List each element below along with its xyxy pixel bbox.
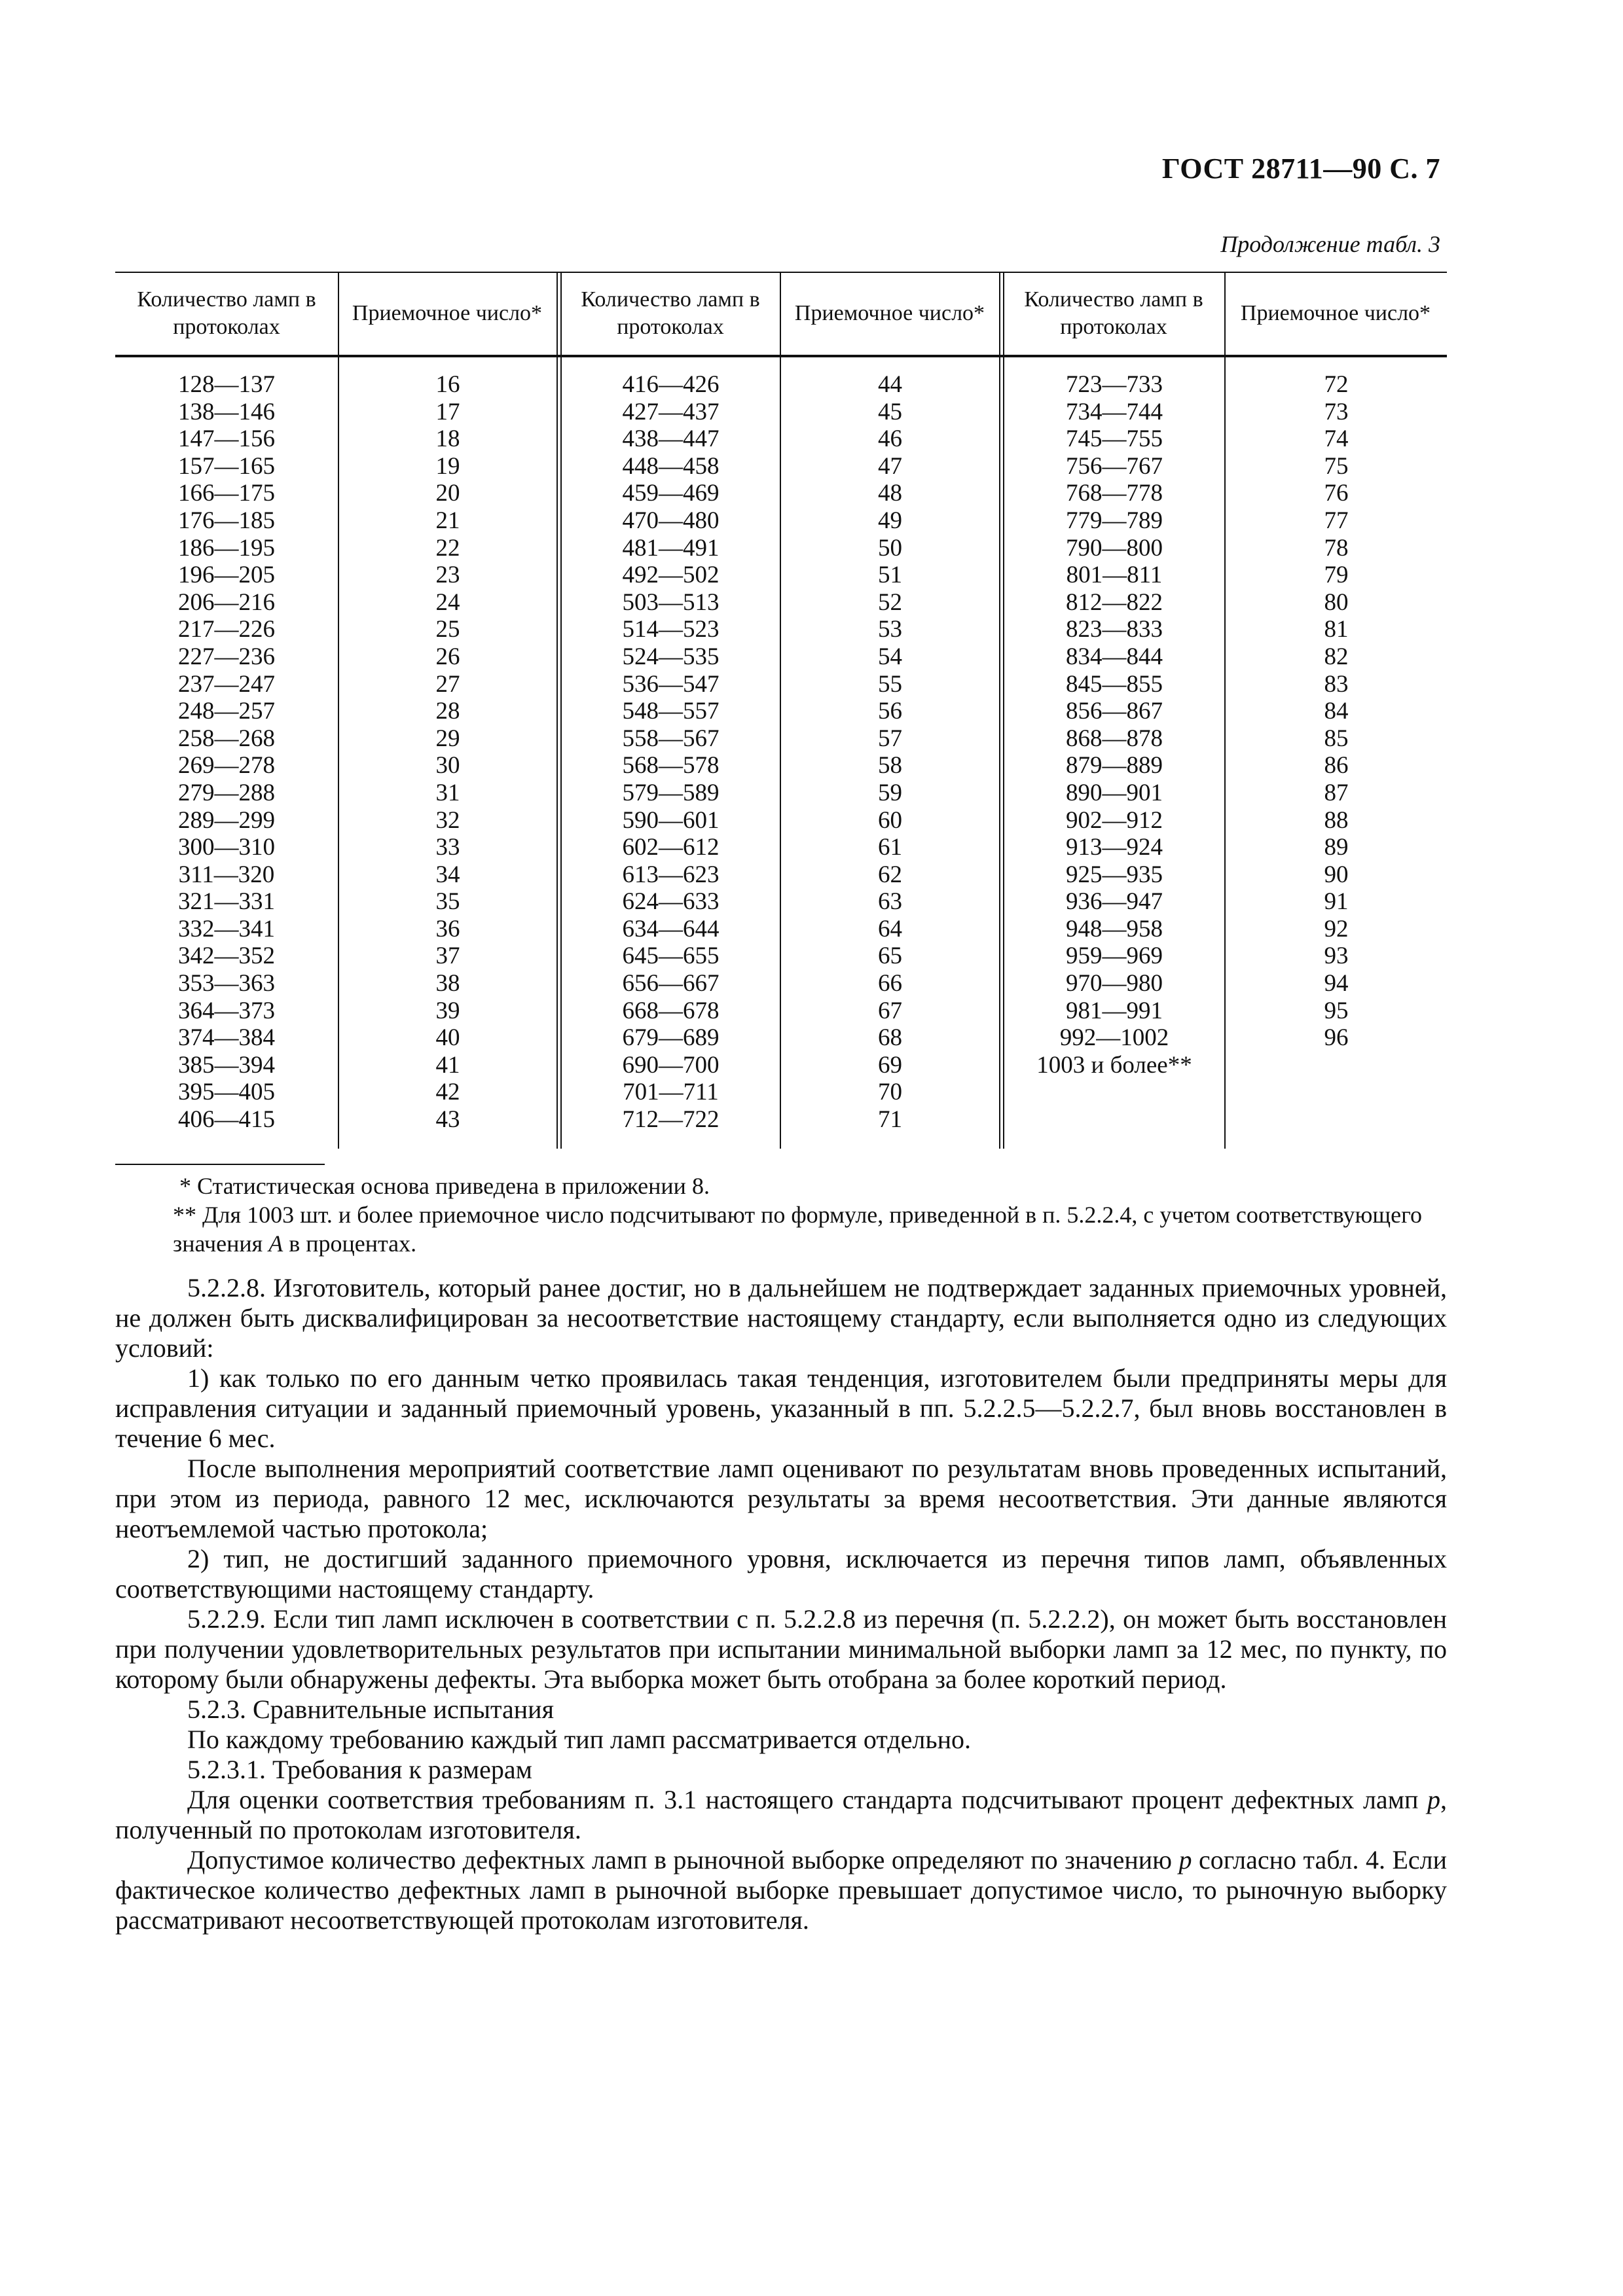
lamp-count-range: 913—924 bbox=[1066, 834, 1163, 861]
lamp-count-range: 925—935 bbox=[1066, 861, 1163, 888]
lamp-count-range: 690—700 bbox=[622, 1051, 720, 1079]
acceptance-number: 96 bbox=[1324, 1024, 1349, 1052]
lamp-count-range: 186—195 bbox=[178, 534, 275, 562]
lamp-count-range: 138—146 bbox=[178, 398, 275, 425]
lamp-count-range: 406—415 bbox=[178, 1106, 275, 1134]
acceptance-number: 88 bbox=[1324, 806, 1349, 834]
acceptance-number: 29 bbox=[435, 725, 460, 752]
lamp-count-range: 602—612 bbox=[622, 834, 720, 861]
lamp-count-range: 524—535 bbox=[622, 643, 720, 670]
lamp-count-range: 568—578 bbox=[622, 752, 720, 780]
lamp-count-range: 279—288 bbox=[178, 779, 275, 806]
lamp-count-range: 514—523 bbox=[622, 616, 720, 643]
lamp-count-range: 579—589 bbox=[622, 779, 720, 806]
paragraph-after-measures: После выполнения мероприятий соответствие ламп оценивают по результатам вновь проведенных испытаний, при этом из периода, равного 12 мес, исключаются результаты за время несоответствия. Эти данные являются неотъемлемой частью протокола; bbox=[115, 1454, 1447, 1543]
lamp-count-range: 206—216 bbox=[178, 588, 275, 616]
lamp-count-range: 745—755 bbox=[1066, 425, 1163, 453]
acceptance-number: 20 bbox=[435, 480, 460, 507]
acceptance-number: 66 bbox=[878, 970, 902, 997]
lamp-count-range: 321—331 bbox=[178, 888, 275, 916]
acceptance-number: 34 bbox=[435, 861, 460, 888]
lamp-count-range: 258—268 bbox=[178, 725, 275, 752]
paragraph-allowed-defects-text: Допустимое количество дефектных ламп в рыночной выборке определяют по значению bbox=[187, 1845, 1179, 1874]
acceptance-number: 71 bbox=[878, 1106, 902, 1134]
page-header: ГОСТ 28711—90 С. 7 bbox=[1161, 152, 1440, 185]
lamp-count-range: 448—458 bbox=[622, 452, 720, 480]
acceptance-number: 40 bbox=[435, 1024, 460, 1052]
table-header-separator bbox=[115, 355, 1447, 357]
acceptance-number: 19 bbox=[435, 452, 460, 480]
lamp-count-range: 890—901 bbox=[1066, 779, 1163, 806]
footnote-2-variable: А bbox=[268, 1230, 283, 1257]
acceptance-number: 31 bbox=[435, 779, 460, 806]
acceptance-number: 38 bbox=[435, 970, 460, 997]
lamp-count-range: 959—969 bbox=[1066, 942, 1163, 970]
lamp-count-range: 668—678 bbox=[622, 997, 720, 1024]
acceptance-number: 64 bbox=[878, 915, 902, 942]
lamp-count-range: 157—165 bbox=[178, 452, 275, 480]
paragraph-allowed-defects bbox=[115, 1845, 1447, 1935]
acceptance-number: 90 bbox=[1324, 861, 1349, 888]
acceptance-number: 27 bbox=[435, 670, 460, 698]
acceptance-number: 85 bbox=[1324, 725, 1349, 752]
lamp-count-range: 289—299 bbox=[178, 806, 275, 834]
lamp-count-range: 734—744 bbox=[1066, 398, 1163, 425]
acceptance-number: 42 bbox=[435, 1079, 460, 1106]
lamp-count-range: 416—426 bbox=[622, 371, 720, 398]
acceptance-number: 80 bbox=[1324, 588, 1349, 616]
paragraph-5-2-2-8: 5.2.2.8. Изготовитель, который ранее достиг, но в дальнейшем не подтверждает заданных приемочных уровней, не должен быть дисквалифицирован за несоответствие настоящему стандарту, если выполняется одно из следующих условий: bbox=[115, 1273, 1447, 1363]
acceptance-number: 23 bbox=[435, 562, 460, 589]
footnotes bbox=[115, 1172, 1447, 1258]
lamp-count-range: 823—833 bbox=[1066, 616, 1163, 643]
header-lamp-count: Количество ламп в протоколах bbox=[1024, 287, 1203, 339]
lamp-count-range: 936—947 bbox=[1066, 888, 1163, 916]
acceptance-number: 72 bbox=[1324, 371, 1349, 398]
footnote-1: * Статистическая основа приведена в приложении 8. bbox=[179, 1173, 710, 1199]
acceptance-number: 22 bbox=[435, 534, 460, 562]
lamp-count-range: 868—878 bbox=[1066, 725, 1163, 752]
acceptance-number: 84 bbox=[1324, 698, 1349, 725]
acceptance-number: 59 bbox=[878, 779, 902, 806]
acceptance-number: 37 bbox=[435, 942, 460, 970]
acceptance-number: 28 bbox=[435, 698, 460, 725]
lamp-count-range: 779—789 bbox=[1066, 507, 1163, 534]
lamp-count-range: 981—991 bbox=[1066, 997, 1163, 1024]
lamp-count-range: 364—373 bbox=[178, 997, 275, 1024]
footnote-2 bbox=[115, 1200, 1447, 1258]
column-lamp-count-2 bbox=[562, 371, 780, 1134]
paragraph-5-2-2-9: 5.2.2.9. Если тип ламп исключен в соответствии с п. 5.2.2.8 из перечня (п. 5.2.2.2), он может быть восстановлен при получении удовлетворительных результатов при испытании минимальной выборки ламп за 12 мес, по пункту, по которому были обнаружены дефекты. Эта выборка может быть отобрана за более короткий период. bbox=[115, 1604, 1447, 1694]
paragraph-each-type: По каждому требованию каждый тип ламп рассматривается отдельно. bbox=[187, 1725, 971, 1754]
acceptance-number: 87 bbox=[1324, 779, 1349, 806]
footnote-2-tail: в процентах. bbox=[283, 1230, 417, 1257]
lamp-count-range: 613—623 bbox=[622, 861, 720, 888]
lamp-count-range: 503—513 bbox=[622, 588, 720, 616]
variable-p: р bbox=[1427, 1785, 1440, 1814]
lamp-count-range: 790—800 bbox=[1066, 534, 1163, 562]
column-acceptance-3 bbox=[1226, 371, 1447, 1052]
acceptance-number: 48 bbox=[878, 480, 902, 507]
acceptance-number: 76 bbox=[1324, 480, 1349, 507]
acceptance-number: 55 bbox=[878, 670, 902, 698]
paragraph-allowed-defects-tail: согласно табл. 4. Если фактическое количество дефектных ламп в рыночной выборке превышает допустимое число, то рыночную выборку рассматривают несоответствующей протоколам изготовителя. bbox=[115, 1845, 1447, 1935]
column-group-double-rule bbox=[556, 272, 558, 1149]
acceptance-number: 49 bbox=[878, 507, 902, 534]
body-text bbox=[115, 1273, 1447, 1935]
lamp-count-range: 801—811 bbox=[1066, 562, 1163, 589]
acceptance-number: 43 bbox=[435, 1106, 460, 1134]
paragraph-condition-1: 1) как только по его данным четко проявилась такая тенденция, изготовителем были предприняты меры для исправления ситуации и заданный приемочный уровень, указанный в пп. 5.2.2.5—5.2.2.7, был вновь восстановлен в течение 6 мес. bbox=[115, 1363, 1447, 1453]
header-lamp-count: Количество ламп в протоколах bbox=[137, 287, 316, 339]
header-acceptance-number: Приемочное число* bbox=[794, 300, 985, 325]
acceptance-number: 25 bbox=[435, 616, 460, 643]
acceptance-number: 36 bbox=[435, 915, 460, 942]
lamp-count-range: 723—733 bbox=[1066, 371, 1163, 398]
acceptance-number: 41 bbox=[435, 1051, 460, 1079]
lamp-count-range: 385—394 bbox=[178, 1051, 275, 1079]
lamp-count-range: 645—655 bbox=[622, 942, 720, 970]
lamp-count-range: 470—480 bbox=[622, 507, 720, 534]
acceptance-table bbox=[115, 272, 1447, 1149]
lamp-count-range: 332—341 bbox=[178, 915, 275, 942]
acceptance-number: 18 bbox=[435, 425, 460, 453]
lamp-count-range: 459—469 bbox=[622, 480, 720, 507]
acceptance-number: 81 bbox=[1324, 616, 1349, 643]
acceptance-number: 67 bbox=[878, 997, 902, 1024]
lamp-count-range: 992—1002 bbox=[1059, 1024, 1169, 1052]
lamp-count-range: 374—384 bbox=[178, 1024, 275, 1052]
acceptance-number: 56 bbox=[878, 698, 902, 725]
lamp-count-range: 311—320 bbox=[178, 861, 275, 888]
acceptance-number: 93 bbox=[1324, 942, 1349, 970]
acceptance-number: 51 bbox=[878, 562, 902, 589]
acceptance-number: 65 bbox=[878, 942, 902, 970]
lamp-count-range: 536—547 bbox=[622, 670, 720, 698]
acceptance-number: 54 bbox=[878, 643, 902, 670]
lamp-count-range: 217—226 bbox=[178, 616, 275, 643]
lamp-count-range: 548—557 bbox=[622, 698, 720, 725]
column-group-double-rule bbox=[999, 272, 1000, 1149]
lamp-count-range: 558—567 bbox=[622, 725, 720, 752]
lamp-count-range: 948—958 bbox=[1066, 915, 1163, 942]
lamp-count-range: 845—855 bbox=[1066, 670, 1163, 698]
lamp-count-range: 269—278 bbox=[178, 752, 275, 780]
lamp-count-range: 1003 и более** bbox=[1036, 1051, 1192, 1079]
acceptance-number: 82 bbox=[1324, 643, 1349, 670]
acceptance-number: 53 bbox=[878, 616, 902, 643]
acceptance-number: 62 bbox=[878, 861, 902, 888]
lamp-count-range: 395—405 bbox=[178, 1079, 275, 1106]
acceptance-number: 79 bbox=[1324, 562, 1349, 589]
acceptance-number: 16 bbox=[435, 371, 460, 398]
paragraph-defect-percent-tail: , полученный по протоколам изготовителя. bbox=[115, 1785, 1447, 1844]
acceptance-number: 69 bbox=[878, 1051, 902, 1079]
lamp-count-range: 342—352 bbox=[178, 942, 275, 970]
acceptance-number: 91 bbox=[1324, 888, 1349, 916]
acceptance-number: 75 bbox=[1324, 452, 1349, 480]
acceptance-number: 94 bbox=[1324, 970, 1349, 997]
acceptance-number: 17 bbox=[435, 398, 460, 425]
lamp-count-range: 679—689 bbox=[622, 1024, 720, 1052]
lamp-count-range: 176—185 bbox=[178, 507, 275, 534]
lamp-count-range: 812—822 bbox=[1066, 588, 1163, 616]
acceptance-number: 33 bbox=[435, 834, 460, 861]
lamp-count-range: 624—633 bbox=[622, 888, 720, 916]
header-acceptance-number: Приемочное число* bbox=[352, 300, 543, 325]
acceptance-number: 32 bbox=[435, 806, 460, 834]
acceptance-number: 61 bbox=[878, 834, 902, 861]
acceptance-number: 95 bbox=[1324, 997, 1349, 1024]
column-lamp-count-1 bbox=[115, 371, 338, 1134]
acceptance-number: 47 bbox=[878, 452, 902, 480]
column-lamp-count-3 bbox=[1004, 371, 1224, 1079]
lamp-count-range: 227—236 bbox=[178, 643, 275, 670]
acceptance-number: 83 bbox=[1324, 670, 1349, 698]
header-acceptance-number: Приемочное число* bbox=[1240, 300, 1431, 325]
footnote-2-text: ** Для 1003 шт. и более приемочное число подсчитывают по формуле, приведенной в п. 5.2.2.4, с учетом соответствующего значения bbox=[173, 1202, 1422, 1257]
lamp-count-range: 656—667 bbox=[622, 970, 720, 997]
acceptance-number: 46 bbox=[878, 425, 902, 453]
acceptance-number: 24 bbox=[435, 588, 460, 616]
column-acceptance-2 bbox=[781, 371, 999, 1134]
acceptance-number: 68 bbox=[878, 1024, 902, 1052]
lamp-count-range: 634—644 bbox=[622, 915, 720, 942]
lamp-count-range: 248—257 bbox=[178, 698, 275, 725]
lamp-count-range: 166—175 bbox=[178, 480, 275, 507]
acceptance-number: 73 bbox=[1324, 398, 1349, 425]
acceptance-number: 63 bbox=[878, 888, 902, 916]
acceptance-number: 78 bbox=[1324, 534, 1349, 562]
lamp-count-range: 427—437 bbox=[622, 398, 720, 425]
lamp-count-range: 879—889 bbox=[1066, 752, 1163, 780]
lamp-count-range: 300—310 bbox=[178, 834, 275, 861]
lamp-count-range: 756—767 bbox=[1066, 452, 1163, 480]
lamp-count-range: 237—247 bbox=[178, 670, 275, 698]
lamp-count-range: 481—491 bbox=[622, 534, 720, 562]
lamp-count-range: 590—601 bbox=[622, 806, 720, 834]
paragraph-defect-percent bbox=[115, 1785, 1447, 1845]
acceptance-number: 70 bbox=[878, 1079, 902, 1106]
acceptance-number: 21 bbox=[435, 507, 460, 534]
lamp-count-range: 438—447 bbox=[622, 425, 720, 453]
lamp-count-range: 701—711 bbox=[623, 1079, 719, 1106]
lamp-count-range: 834—844 bbox=[1066, 643, 1163, 670]
footnote-separator bbox=[115, 1164, 325, 1165]
acceptance-number: 60 bbox=[878, 806, 902, 834]
header-lamp-count: Количество ламп в протоколах bbox=[581, 287, 760, 339]
lamp-count-range: 712—722 bbox=[622, 1106, 720, 1134]
heading-5-2-3-1: 5.2.3.1. Требования к размерам bbox=[187, 1755, 532, 1784]
lamp-count-range: 768—778 bbox=[1066, 480, 1163, 507]
acceptance-number: 86 bbox=[1324, 752, 1349, 780]
paragraph-defect-percent-text: Для оценки соответствия требованиям п. 3.1 настоящего стандарта подсчитывают процент дефектных ламп bbox=[187, 1785, 1427, 1814]
lamp-count-range: 353—363 bbox=[178, 970, 275, 997]
lamp-count-range: 196—205 bbox=[178, 562, 275, 589]
acceptance-number: 50 bbox=[878, 534, 902, 562]
acceptance-number: 52 bbox=[878, 588, 902, 616]
acceptance-number: 74 bbox=[1324, 425, 1349, 453]
lamp-count-range: 492—502 bbox=[622, 562, 720, 589]
paragraph-condition-2: 2) тип, не достигший заданного приемочного уровня, исключается из перечня типов ламп, объявленных соответствующими настоящему стандарту. bbox=[115, 1544, 1447, 1604]
lamp-count-range: 856—867 bbox=[1066, 698, 1163, 725]
heading-5-2-3: 5.2.3. Сравнительные испытания bbox=[187, 1695, 554, 1724]
variable-p: р bbox=[1178, 1845, 1192, 1874]
acceptance-number: 30 bbox=[435, 752, 460, 780]
acceptance-number: 58 bbox=[878, 752, 902, 780]
acceptance-number: 57 bbox=[878, 725, 902, 752]
lamp-count-range: 147—156 bbox=[178, 425, 275, 453]
acceptance-number: 77 bbox=[1324, 507, 1349, 534]
acceptance-number: 92 bbox=[1324, 915, 1349, 942]
acceptance-number: 39 bbox=[435, 997, 460, 1024]
lamp-count-range: 970—980 bbox=[1066, 970, 1163, 997]
lamp-count-range: 902—912 bbox=[1066, 806, 1163, 834]
column-acceptance-1 bbox=[339, 371, 556, 1134]
acceptance-number: 45 bbox=[878, 398, 902, 425]
acceptance-number: 35 bbox=[435, 888, 460, 916]
acceptance-number: 89 bbox=[1324, 834, 1349, 861]
acceptance-number: 44 bbox=[878, 371, 902, 398]
table-continuation-label: Продолжение табл. 3 bbox=[1220, 231, 1440, 257]
lamp-count-range: 128—137 bbox=[178, 371, 275, 398]
acceptance-number: 26 bbox=[435, 643, 460, 670]
